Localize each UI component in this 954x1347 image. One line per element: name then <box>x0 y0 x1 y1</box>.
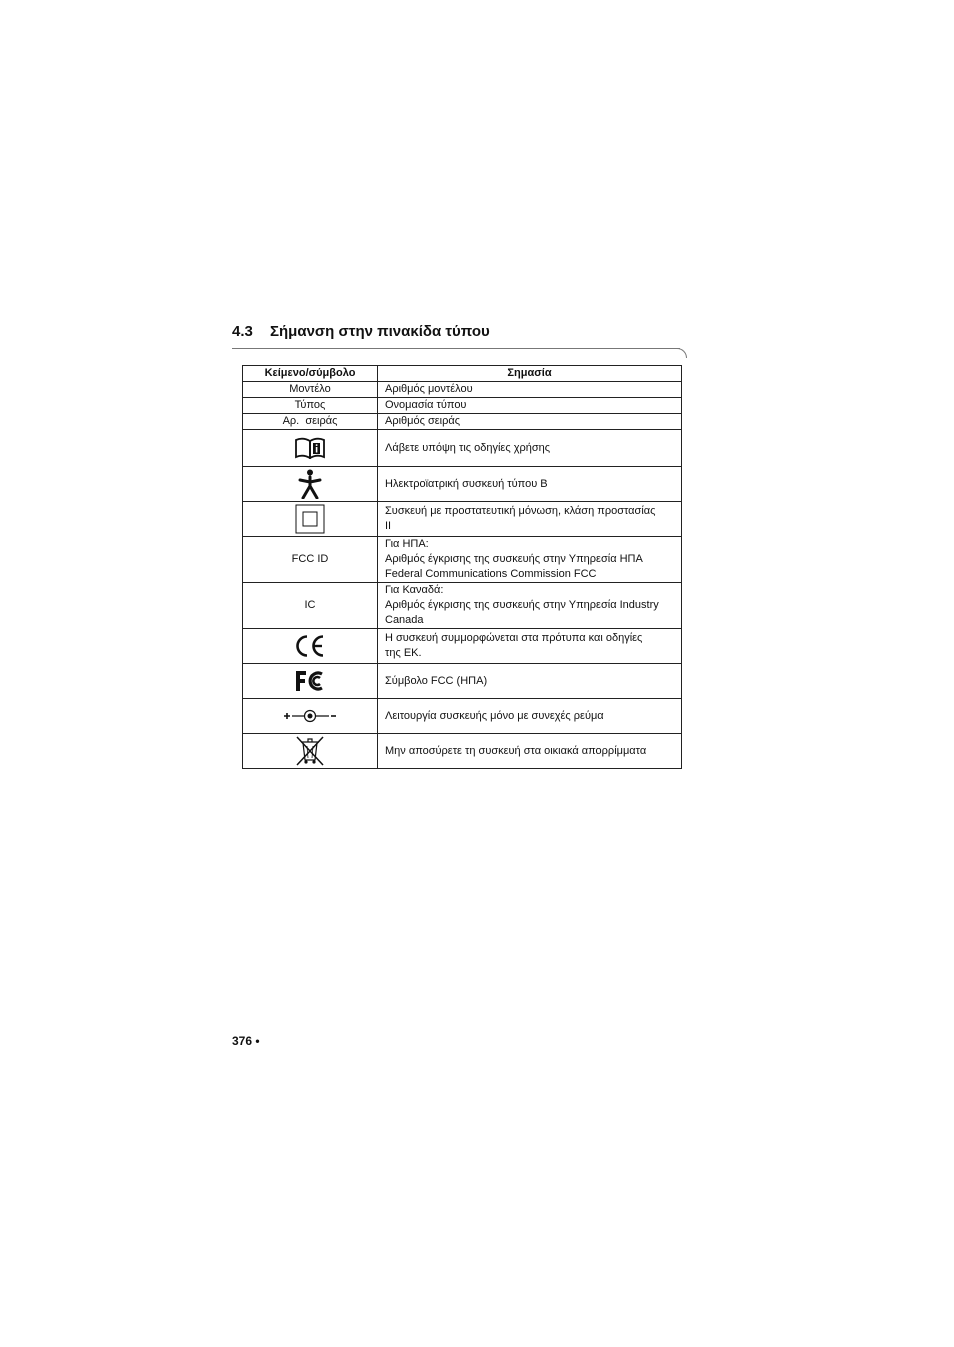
row-meaning: Λάβετε υπόψη τις οδηγίες χρήσης <box>378 430 682 467</box>
section-title: Σήμανση στην πινακίδα τύπου <box>270 323 490 340</box>
row-meaning: Μην αποσύρετε τη συσκευή στα οικιακά απορρίμματα <box>378 734 682 769</box>
row-meaning-line: Federal Communications Commission FCC <box>385 568 597 580</box>
row-meaning-line: Αριθμός έγκρισης της συσκευής στην Υπηρεσία Industry <box>385 599 659 611</box>
row-meaning-line: της ΕΚ. <box>385 647 422 659</box>
row-key: IC <box>243 583 378 629</box>
row-key: FCC ID <box>243 537 378 583</box>
row-meaning-line: Για ΗΠΑ: <box>385 538 429 550</box>
table-row <box>243 583 682 629</box>
rating-plate-table <box>242 365 682 769</box>
header-text-symbol: Κείμενο/σύμβολο <box>243 366 378 382</box>
row-meaning-line: II <box>385 520 392 532</box>
type-b-person-icon <box>298 469 322 499</box>
crossed-bin-icon <box>295 735 325 767</box>
table-row <box>243 734 682 769</box>
table-row <box>243 502 682 537</box>
row-meaning-line: Canada <box>385 614 424 626</box>
row-meaning-line: Συσκευή με προστατευτική μόνωση, κλάση προστασίας <box>385 505 656 517</box>
row-meaning-line: Αριθμός έγκρισης της συσκευής στην Υπηρεσία ΗΠΑ <box>385 553 643 565</box>
row-meaning: Ηλεκτροϊατρική συσκευή τύπου B <box>378 467 682 502</box>
row-meaning-line: Η συσκευή συμμορφώνεται στα πρότυπα και οδηγίες <box>385 632 643 644</box>
row-key: Μοντέλο <box>243 382 378 398</box>
manual-info-icon <box>294 437 326 459</box>
header-meaning: Σημασία <box>378 366 682 382</box>
heading-rule <box>232 348 680 349</box>
dc-polarity-icon <box>283 709 337 723</box>
section-number: 4.3 <box>232 323 253 340</box>
row-meaning: Ονομασία τύπου <box>378 398 682 414</box>
fcc-logo-icon <box>294 669 326 693</box>
row-key: Αρ. σειράς <box>243 414 378 430</box>
section-heading <box>232 323 490 340</box>
row-meaning: Αριθμός σειράς <box>378 414 682 430</box>
table-row <box>243 398 682 414</box>
table-row <box>243 414 682 430</box>
row-meaning: Σύμβολο FCC (ΗΠΑ) <box>378 664 682 699</box>
row-meaning-line: Για Καναδά: <box>385 584 444 596</box>
table-row <box>243 537 682 583</box>
page-number: 376 • <box>232 1034 260 1048</box>
table-header-row <box>243 366 682 382</box>
row-meaning: Αριθμός μοντέλου <box>378 382 682 398</box>
table-row <box>243 382 682 398</box>
row-meaning: Λειτουργία συσκευής μόνο με συνεχές ρεύμα <box>378 699 682 734</box>
table-row <box>243 699 682 734</box>
table-row <box>243 430 682 467</box>
ce-mark-icon <box>294 634 326 658</box>
class-ii-double-square-icon <box>295 504 325 534</box>
heading-rule-corner <box>672 348 687 358</box>
table-row <box>243 629 682 664</box>
table-row <box>243 467 682 502</box>
row-key: Τύπος <box>243 398 378 414</box>
table-row <box>243 664 682 699</box>
